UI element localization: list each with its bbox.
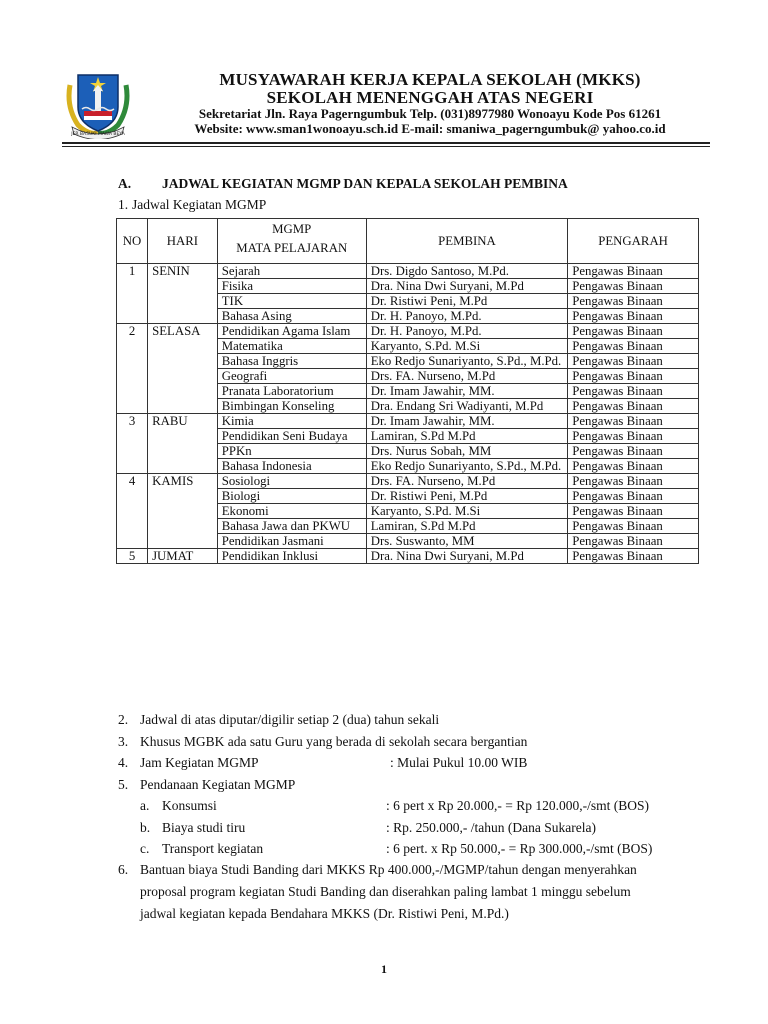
cell-pembina: Lamiran, S.Pd M.Pd (366, 519, 568, 534)
note-5a-value: : 6 pert x Rp 20.000,- = Rp 120.000,-/smt (BOS) (386, 798, 649, 813)
cell-pembina: Dr. Ristiwi Peni, M.Pd (366, 294, 568, 309)
cell-pengarah: Pengawas Binaan (568, 339, 699, 354)
cell-mata-pelajaran: Pendidikan Agama Islam (217, 324, 366, 339)
cell-pengarah: Pengawas Binaan (568, 294, 699, 309)
cell-pengarah: Pengawas Binaan (568, 534, 699, 549)
header-no: NO (117, 219, 148, 264)
header-mgmp-label: MGMP (272, 221, 312, 236)
cell-mata-pelajaran: Sejarah (217, 264, 366, 279)
cell-mata-pelajaran: Ekonomi (217, 504, 366, 519)
cell-mata-pelajaran: Bahasa Asing (217, 309, 366, 324)
note-5c (140, 841, 263, 857)
header-hari: HARI (148, 219, 218, 264)
cell-pembina: Drs. Digdo Santoso, M.Pd. (366, 264, 568, 279)
header-title-school: SEKOLAH MENENGGAH ATAS NEGERI (266, 88, 594, 107)
sub-item-letter: b. (140, 820, 151, 835)
cell-pengarah: Pengawas Binaan (568, 429, 699, 444)
cell-no: 4 (117, 474, 148, 549)
cell-pembina: Karyanto, S.Pd. M.Si (366, 339, 568, 354)
cell-hari: SENIN (148, 264, 218, 324)
section-title: JADWAL KEGIATAN MGMP DAN KEPALA SEKOLAH PEMBINA (162, 176, 568, 191)
note-2 (118, 712, 439, 728)
sub-item-letter: a. (140, 798, 150, 813)
cell-mata-pelajaran: Pendidikan Jasmani (217, 534, 366, 549)
note-number: 3. (118, 734, 129, 749)
cell-pengarah: Pengawas Binaan (568, 504, 699, 519)
cell-hari: RABU (148, 414, 218, 474)
cell-pengarah: Pengawas Binaan (568, 279, 699, 294)
cell-pengarah: Pengawas Binaan (568, 369, 699, 384)
note-5 (118, 777, 295, 793)
header-title-mkks: MUSYAWARAH KERJA KEPALA SEKOLAH (MKKS) (219, 70, 641, 89)
subsection-number: 1. (118, 197, 129, 212)
cell-pembina: Karyanto, S.Pd. M.Si (366, 504, 568, 519)
cell-pembina: Lamiran, S.Pd M.Pd (366, 429, 568, 444)
note-text: Jadwal di atas diputar/digilir setiap 2 (dua) tahun sekali (140, 712, 440, 727)
cell-pembina: Drs. FA. Nurseno, M.Pd (366, 474, 568, 489)
header-mata-pelajaran (217, 219, 366, 264)
header-pembina: PEMBINA (366, 219, 568, 264)
cell-hari: KAMIS (148, 474, 218, 549)
cell-pengarah: Pengawas Binaan (568, 414, 699, 429)
cell-pembina: Dra. Endang Sri Wadiyanti, M.Pd (366, 399, 568, 414)
note-6-line-2: proposal program kegiatan Studi Banding dan diserahkan paling lambat 1 minggu sebelum (140, 884, 631, 899)
cell-pengarah: Pengawas Binaan (568, 309, 699, 324)
cell-mata-pelajaran: Biologi (217, 489, 366, 504)
cell-mata-pelajaran: Bimbingan Konseling (217, 399, 366, 414)
table-row (117, 414, 699, 429)
cell-pembina: Drs. Suswanto, MM (366, 534, 568, 549)
cell-mata-pelajaran: Pendidikan Inklusi (217, 549, 366, 564)
note-5b (140, 820, 245, 836)
cell-mata-pelajaran: PPKn (217, 444, 366, 459)
cell-mata-pelajaran: Bahasa Inggris (217, 354, 366, 369)
note-number: 6. (118, 862, 129, 877)
cell-pembina: Eko Redjo Sunariyanto, S.Pd., M.Pd. (366, 354, 568, 369)
note-text: Bantuan biaya Studi Banding dari MKKS Rp 400.000,-/MGMP/tahun dengan menyerahkan (140, 862, 637, 877)
subsection-title: Jadwal Kegiatan MGMP (132, 197, 267, 212)
table-row (117, 474, 699, 489)
cell-pengarah: Pengawas Binaan (568, 264, 699, 279)
cell-mata-pelajaran: Pranata Laboratorium (217, 384, 366, 399)
sub-item-letter: c. (140, 841, 150, 856)
subsection-heading (118, 197, 266, 213)
note-number: 4. (118, 755, 129, 770)
cell-no: 2 (117, 324, 148, 414)
note-6-line-3: jadwal kegiatan kepada Bendahara MKKS (Dr. Ristiwi Peni, M.Pd.) (140, 906, 509, 921)
cell-pembina: Drs. Nurus Sobah, MM (366, 444, 568, 459)
note-4 (118, 755, 259, 771)
header-rule-thick (62, 142, 710, 144)
cell-pengarah: Pengawas Binaan (568, 459, 699, 474)
cell-no: 3 (117, 414, 148, 474)
cell-pembina: Dra. Nina Dwi Suryani, M.Pd (366, 279, 568, 294)
cell-pengarah: Pengawas Binaan (568, 519, 699, 534)
table-header-row (117, 219, 699, 264)
section-letter: A. (118, 176, 132, 191)
cell-mata-pelajaran: Matematika (217, 339, 366, 354)
cell-pembina: Dr. Imam Jawahir, MM. (366, 414, 568, 429)
cell-pengarah: Pengawas Binaan (568, 384, 699, 399)
east-java-emblem-icon (64, 67, 132, 139)
header-website: Website: www.sman1wonoayu.sch.id E-mail: smaniwa_pagerngumbuk@ yahoo.co.id (194, 121, 666, 136)
cell-no: 5 (117, 549, 148, 564)
note-text: Jam Kegiatan MGMP (140, 755, 259, 770)
svg-text:JER BASUKI MAWA BEYA: JER BASUKI MAWA BEYA (71, 132, 125, 137)
cell-pembina: Dr. H. Panoyo, M.Pd. (366, 324, 568, 339)
cell-mata-pelajaran: TIK (217, 294, 366, 309)
cell-pembina: Drs. FA. Nurseno, M.Pd (366, 369, 568, 384)
cell-pembina: Dr. Imam Jawahir, MM. (366, 384, 568, 399)
cell-mata-pelajaran: Pendidikan Seni Budaya (217, 429, 366, 444)
note-text: Pendanaan Kegiatan MGMP (140, 777, 296, 792)
cell-mata-pelajaran: Sosiologi (217, 474, 366, 489)
table-row (117, 549, 699, 564)
cell-mata-pelajaran: Fisika (217, 279, 366, 294)
note-text: Khusus MGBK ada satu Guru yang berada di sekolah secara bergantian (140, 734, 528, 749)
cell-pengarah: Pengawas Binaan (568, 324, 699, 339)
note-5b-value: : Rp. 250.000,- /tahun (Dana Sukarela) (386, 820, 596, 835)
note-number: 5. (118, 777, 129, 792)
cell-pengarah: Pengawas Binaan (568, 354, 699, 369)
table-row (117, 264, 699, 279)
cell-pengarah: Pengawas Binaan (568, 489, 699, 504)
cell-hari: JUMAT (148, 549, 218, 564)
mgmp-schedule-table (116, 218, 699, 564)
cell-mata-pelajaran: Kimia (217, 414, 366, 429)
table-row (117, 324, 699, 339)
header-pengarah: PENGARAH (568, 219, 699, 264)
cell-mata-pelajaran: Bahasa Indonesia (217, 459, 366, 474)
cell-pengarah: Pengawas Binaan (568, 399, 699, 414)
page-number: 1 (381, 962, 387, 976)
note-3 (118, 734, 527, 750)
cell-pengarah: Pengawas Binaan (568, 549, 699, 564)
note-number: 2. (118, 712, 129, 727)
cell-no: 1 (117, 264, 148, 324)
cell-mata-pelajaran: Geografi (217, 369, 366, 384)
sub-item-label: Biaya studi tiru (162, 820, 246, 835)
cell-pembina: Dra. Nina Dwi Suryani, M.Pd (366, 549, 568, 564)
header-address: Sekretariat Jln. Raya Pagerngumbuk Telp. (031)8977980 Wonoayu Kode Pos 61261 (198, 106, 662, 121)
cell-pembina: Dr. Ristiwi Peni, M.Pd (366, 489, 568, 504)
cell-pembina: Eko Redjo Sunariyanto, S.Pd., M.Pd. (366, 459, 568, 474)
note-5a (140, 798, 217, 814)
cell-pembina: Dr. H. Panoyo, M.Pd. (366, 309, 568, 324)
note-4-value: : Mulai Pukul 10.00 WIB (390, 755, 528, 770)
note-6 (118, 862, 637, 878)
cell-pengarah: Pengawas Binaan (568, 474, 699, 489)
header-rule-thin (62, 146, 710, 147)
note-5c-value: : 6 pert. x Rp 50.000,- = Rp 300.000,-/smt (BOS) (386, 841, 653, 856)
sub-item-label: Transport kegiatan (162, 841, 264, 856)
sub-item-label: Konsumsi (162, 798, 217, 813)
cell-hari: SELASA (148, 324, 218, 414)
cell-pengarah: Pengawas Binaan (568, 444, 699, 459)
header-mata-pelajaran-label: MATA PELAJARAN (236, 240, 348, 255)
section-heading (118, 176, 568, 192)
cell-mata-pelajaran: Bahasa Jawa dan PKWU (217, 519, 366, 534)
